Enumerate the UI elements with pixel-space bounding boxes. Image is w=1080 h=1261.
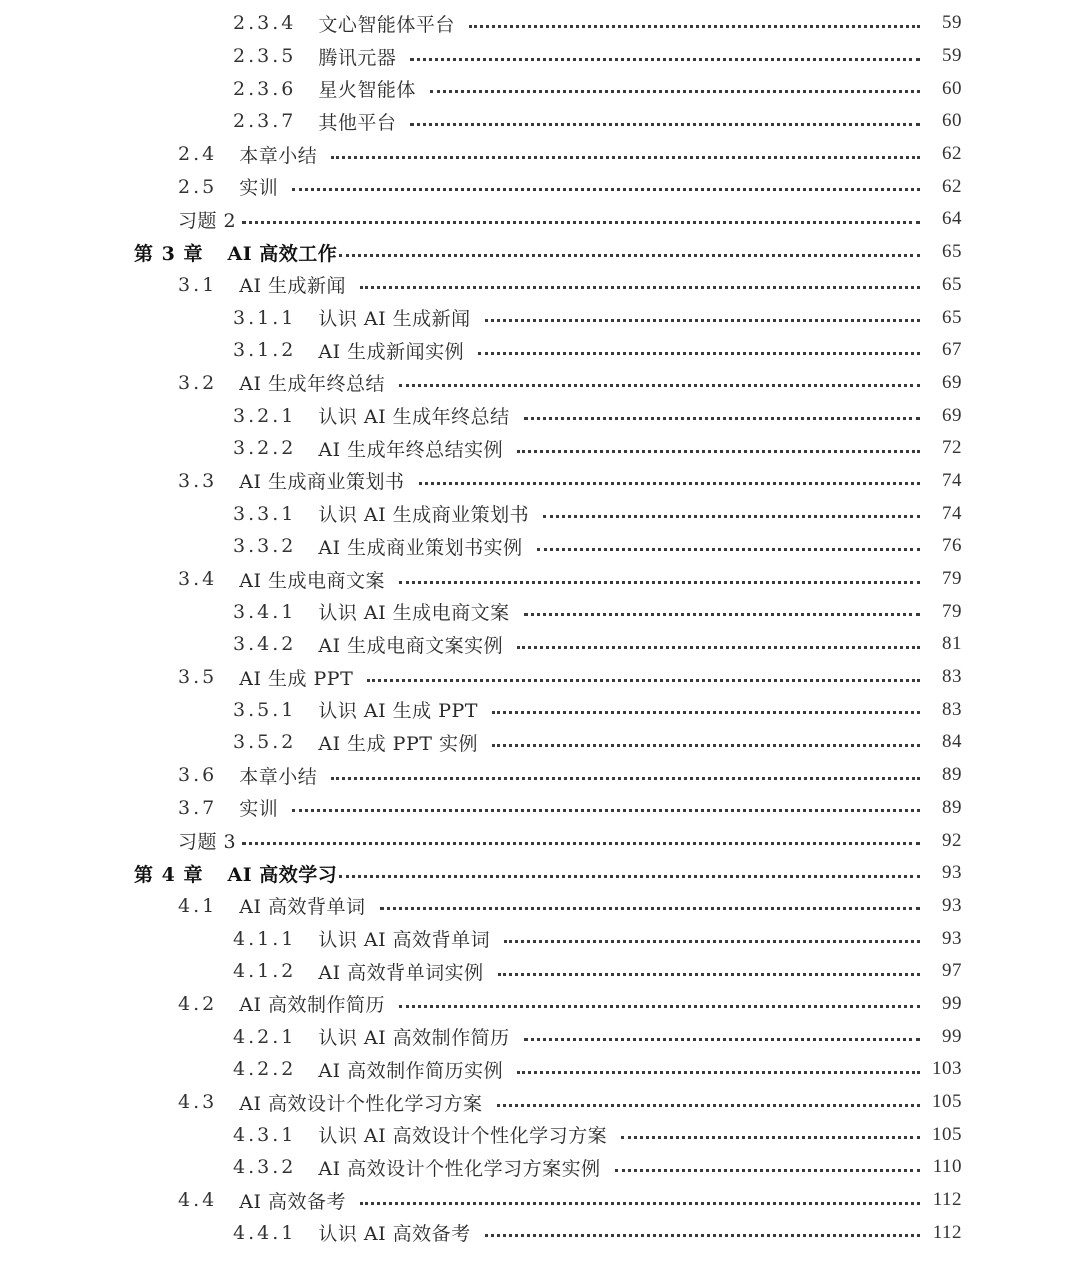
dot-leader [339,252,920,257]
toc-section-entry[interactable] [0,890,1080,923]
toc-entry-title: 习题 3 [178,831,237,854]
toc-entry-number: 3.4.2 [233,633,297,656]
dot-leader [399,382,920,387]
toc-entry-page-number: 92 [942,829,962,851]
toc-entry-number: 3.2.1 [233,404,297,427]
dot-leader [430,88,920,93]
toc-section-entry[interactable] [0,269,1080,302]
toc-entry-number: 4.1.2 [233,960,297,983]
toc-entry-text [178,990,930,1017]
toc-entry-title: AI 生成商业策划书 [239,471,405,494]
dot-leader [524,415,920,420]
toc-exercise-entry[interactable] [0,203,1080,236]
toc-entry-number: 3.5.2 [233,731,297,754]
toc-entry-page-number: 89 [942,796,962,818]
toc-entry-text [178,173,930,200]
toc-entry-page-number: 69 [942,404,962,426]
toc-entry-number: 3.5 [178,666,218,689]
toc-entry-title: 认识 AI 生成商业策划书 [318,504,530,527]
toc-entry-text [178,206,930,233]
toc-section-entry[interactable] [0,759,1080,792]
dot-leader [242,219,920,224]
toc-entry-number: 2.4 [178,143,218,166]
toc-entry-title: 星火智能体 [318,79,416,102]
toc-entry-title: 文心智能体平台 [318,13,455,36]
toc-entry-text [233,958,930,985]
toc-entry-page-number: 59 [942,12,962,34]
toc-entry-text [178,1089,930,1116]
dot-leader [517,644,920,649]
toc-subsection-entry[interactable] [0,693,1080,726]
dot-leader [492,709,920,714]
toc-subsection-entry[interactable] [0,955,1080,988]
toc-entry-number: 4.1.1 [233,927,297,950]
toc-entry-page-number: 60 [942,110,962,132]
toc-entry-title: AI 生成年终总结 [239,373,385,396]
toc-entry-number: 4.3 [178,1091,218,1114]
toc-subsection-entry[interactable] [0,1118,1080,1151]
toc-entry-title: 认识 AI 高效背单词 [318,929,491,952]
toc-entry-title: 认识 AI 高效设计个性化学习方案 [318,1125,608,1148]
dot-leader [292,186,920,191]
toc-subsection-entry[interactable] [0,40,1080,73]
dot-leader [469,23,920,28]
toc-entry-page-number: 103 [932,1058,962,1080]
toc-entry-number: 3.3.2 [233,535,297,558]
toc-entry-number: 4.2.2 [233,1058,297,1081]
toc-entry-number: 3.1.1 [233,306,297,329]
toc-entry-title: 其他平台 [318,111,397,134]
toc-entry-title: AI 生成年终总结实例 [318,438,504,461]
dot-leader [497,1102,921,1107]
toc-entry-title: 认识 AI 高效制作简历 [318,1027,510,1050]
toc-section-entry[interactable] [0,367,1080,400]
toc-section-entry[interactable] [0,988,1080,1021]
toc-entry-title: AI 高效设计个性化学习方案实例 [318,1157,601,1180]
toc-entry-page-number: 60 [942,77,962,99]
toc-entry-number: 4.4 [178,1189,218,1212]
dot-leader [517,448,920,453]
toc-entry-number: 3.2 [178,371,218,394]
dot-leader [380,905,921,910]
toc-section-entry[interactable] [0,661,1080,694]
toc-entry-page-number: 79 [942,600,962,622]
dot-leader [524,611,920,616]
dot-leader [524,1036,920,1041]
dot-leader [504,938,920,943]
toc-entry-text [178,467,930,494]
toc-entry-title: AI 生成 PPT [239,667,354,690]
toc-section-entry[interactable] [0,170,1080,203]
toc-entry-page-number: 99 [942,992,962,1014]
table-of-contents [0,7,1080,1249]
toc-entry-title: AI 生成商业策划书实例 [318,536,523,559]
toc-entry-title: 本章小结 [239,144,318,167]
toc-entry-title: AI 高效设计个性化学习方案 [239,1092,483,1115]
toc-entry-text [233,1056,930,1083]
toc-entry-text [178,794,930,821]
toc-entry-number: 3.1 [178,273,218,296]
toc-entry-number: 第 3 章 [134,242,204,265]
toc-entry-text [233,402,930,429]
toc-entry-text [178,762,930,789]
dot-leader [399,579,920,584]
toc-entry-page-number: 65 [942,241,962,263]
toc-entry-number: 2.3.5 [233,45,297,68]
toc-entry-text [233,925,930,952]
toc-entry-title: 本章小结 [239,765,318,788]
toc-entry-number: 4.4.1 [233,1221,297,1244]
toc-entry-text [178,566,930,593]
toc-entry-number: 2.5 [178,175,218,198]
toc-entry-text [233,598,930,625]
toc-entry-title: AI 高效备考 [239,1190,346,1213]
toc-section-entry[interactable] [0,138,1080,171]
toc-entry-text [233,435,930,462]
dot-leader [543,513,920,518]
toc-entry-text [178,271,930,298]
toc-entry-text [134,239,930,266]
toc-section-entry[interactable] [0,465,1080,498]
toc-subsection-entry[interactable] [0,530,1080,563]
toc-entry-page-number: 65 [942,306,962,328]
dot-leader [485,1232,920,1237]
toc-entry-page-number: 76 [942,535,962,557]
toc-entry-title: 认识 AI 生成 PPT [318,700,478,723]
toc-entry-page-number: 105 [932,1091,962,1113]
toc-subsection-entry[interactable] [0,628,1080,661]
toc-entry-page-number: 79 [942,568,962,590]
dot-leader [360,1200,920,1205]
dot-leader [478,350,920,355]
dot-leader [292,807,920,812]
toc-entry-text [233,1121,930,1148]
toc-chapter-entry[interactable] [0,236,1080,269]
toc-entry-page-number: 65 [942,273,962,295]
toc-entry-page-number: 84 [942,731,962,753]
dot-leader [498,971,920,976]
dot-leader [399,1003,920,1008]
toc-subsection-entry[interactable] [0,1053,1080,1086]
dot-leader [331,775,920,780]
toc-entry-number: 4.2 [178,992,218,1015]
toc-entry-number: 3.3.1 [233,502,297,525]
dot-leader [492,742,920,747]
toc-entry-title: AI 高效制作简历 [239,994,385,1017]
toc-entry-title: 认识 AI 生成电商文案 [318,602,510,625]
dot-leader [410,56,920,61]
toc-entry-page-number: 93 [942,894,962,916]
toc-entry-text [233,337,930,364]
toc-section-entry[interactable] [0,792,1080,825]
toc-entry-page-number: 93 [942,862,962,884]
toc-entry-page-number: 99 [942,1025,962,1047]
dot-leader [537,546,920,551]
toc-subsection-entry[interactable] [0,595,1080,628]
toc-entry-page-number: 64 [942,208,962,230]
toc-entry-number: 3.5.1 [233,698,297,721]
toc-entry-text [233,1219,930,1246]
toc-entry-number: 3.4 [178,568,218,591]
dot-leader [367,677,920,682]
toc-entry-title: 实训 [239,798,279,821]
toc-exercise-entry[interactable] [0,824,1080,857]
toc-entry-page-number: 74 [942,502,962,524]
toc-entry-number: 2.3.4 [233,12,297,35]
toc-chapter-entry[interactable] [0,857,1080,890]
toc-entry-title: AI 高效制作简历实例 [318,1059,504,1082]
toc-entry-text [233,304,930,331]
toc-entry-number: 3.3 [178,469,218,492]
toc-entry-title: 习题 2 [178,209,237,232]
toc-entry-title: 认识 AI 高效备考 [318,1223,471,1246]
toc-subsection-entry[interactable] [0,726,1080,759]
dot-leader [621,1134,920,1139]
toc-entry-page-number: 93 [942,927,962,949]
toc-subsection-entry[interactable] [0,7,1080,40]
toc-entry-title: AI 生成 PPT 实例 [318,732,478,755]
toc-entry-title: 认识 AI 生成年终总结 [318,406,510,429]
toc-entry-title: AI 生成新闻实例 [318,340,465,363]
toc-entry-title: AI 高效学习 [227,863,338,886]
toc-entry-title: AI 生成电商文案 [239,569,385,592]
dot-leader [339,873,920,878]
toc-entry-page-number: 83 [942,666,962,688]
toc-subsection-entry[interactable] [0,1020,1080,1053]
toc-entry-text [233,1023,930,1050]
toc-entry-page-number: 112 [932,1189,962,1211]
dot-leader [419,480,921,485]
toc-entry-number: 3.1.2 [233,339,297,362]
toc-entry-text [233,108,930,135]
toc-entry-text [233,43,930,70]
toc-entry-text [233,500,930,527]
toc-entry-title: AI 生成电商文案实例 [318,634,504,657]
toc-entry-text [134,860,930,887]
toc-subsection-entry[interactable] [0,922,1080,955]
toc-entry-page-number: 110 [932,1156,962,1178]
toc-entry-text [178,892,930,919]
toc-entry-title: AI 生成新闻 [239,275,346,298]
toc-entry-text [233,1154,930,1181]
toc-entry-title: 认识 AI 生成新闻 [318,308,471,331]
toc-entry-text [233,533,930,560]
dot-leader [242,840,920,845]
dot-leader [360,284,920,289]
toc-entry-text [178,664,930,691]
dot-leader [517,1069,920,1074]
toc-entry-title: AI 高效工作 [227,242,338,265]
toc-subsection-entry[interactable] [0,334,1080,367]
toc-entry-text [233,75,930,102]
toc-entry-text [178,1187,930,1214]
dot-leader [331,154,920,159]
toc-entry-number: 3.2.2 [233,437,297,460]
toc-entry-number: 3.6 [178,764,218,787]
toc-subsection-entry[interactable] [0,1216,1080,1249]
toc-entry-text [178,141,930,168]
dot-leader [615,1167,920,1172]
toc-subsection-entry[interactable] [0,105,1080,138]
toc-entry-number: 2.3.7 [233,110,297,133]
toc-subsection-entry[interactable] [0,301,1080,334]
toc-subsection-entry[interactable] [0,399,1080,432]
toc-entry-page-number: 74 [942,469,962,491]
toc-entry-text [233,696,930,723]
toc-entry-page-number: 69 [942,371,962,393]
toc-entry-page-number: 62 [942,175,962,197]
toc-entry-text [233,729,930,756]
toc-subsection-entry[interactable] [0,432,1080,465]
toc-entry-number: 2.3.6 [233,77,297,100]
toc-entry-number: 3.7 [178,796,218,819]
toc-entry-number: 4.2.1 [233,1025,297,1048]
toc-entry-page-number: 81 [942,633,962,655]
toc-entry-text [233,631,930,658]
toc-subsection-entry[interactable] [0,1151,1080,1184]
dot-leader [410,121,920,126]
toc-entry-page-number: 59 [942,45,962,67]
toc-entry-text [178,369,930,396]
toc-entry-page-number: 67 [942,339,962,361]
toc-entry-page-number: 83 [942,698,962,720]
toc-entry-page-number: 72 [942,437,962,459]
toc-entry-page-number: 112 [932,1221,962,1243]
toc-subsection-entry[interactable] [0,72,1080,105]
toc-entry-number: 4.1 [178,894,218,917]
toc-entry-text [178,827,930,854]
toc-entry-title: 实训 [239,177,279,200]
dot-leader [485,317,920,322]
toc-entry-number: 3.4.1 [233,600,297,623]
toc-entry-number: 4.3.1 [233,1123,297,1146]
toc-section-entry[interactable] [0,1086,1080,1119]
toc-entry-title: AI 高效背单词实例 [318,961,484,984]
toc-subsection-entry[interactable] [0,497,1080,530]
toc-entry-page-number: 105 [932,1123,962,1145]
toc-entry-title: 腾讯元器 [318,46,397,69]
toc-section-entry[interactable] [0,1184,1080,1217]
toc-entry-page-number: 97 [942,960,962,982]
toc-entry-number: 第 4 章 [134,863,204,886]
toc-entry-page-number: 62 [942,143,962,165]
toc-entry-number: 4.3.2 [233,1156,297,1179]
toc-entry-title: AI 高效背单词 [239,896,366,919]
toc-entry-text [233,10,930,37]
toc-section-entry[interactable] [0,563,1080,596]
toc-entry-page-number: 89 [942,764,962,786]
